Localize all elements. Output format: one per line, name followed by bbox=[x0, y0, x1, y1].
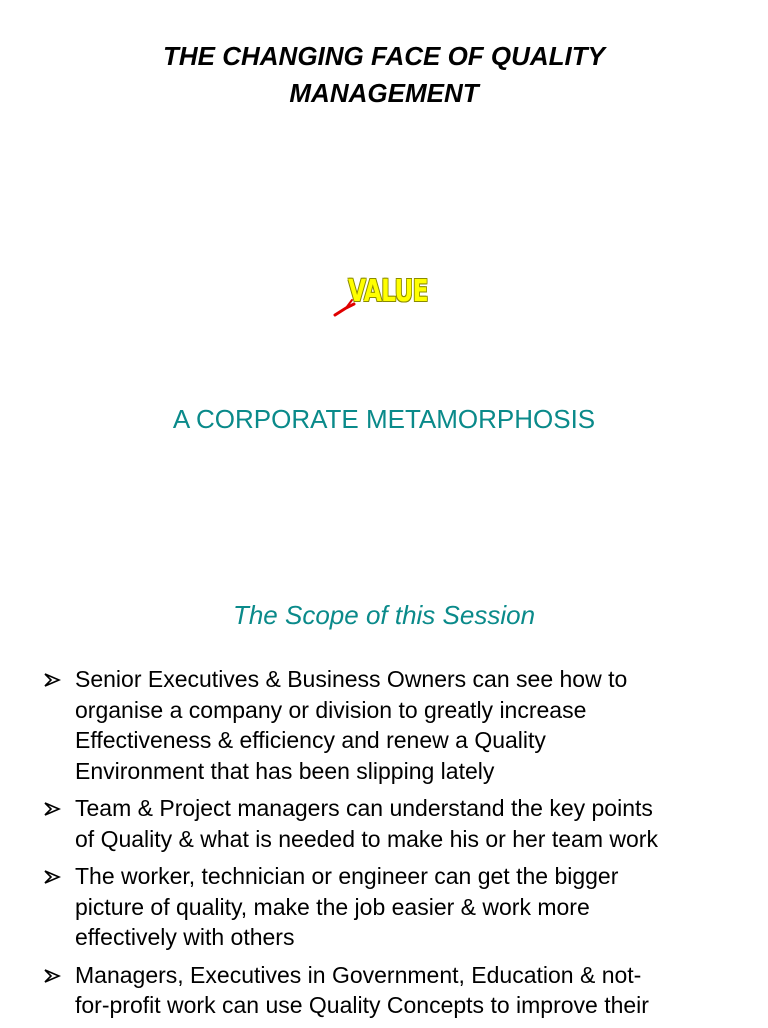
bullet-line: Environment that has been slipping lately bbox=[75, 757, 495, 784]
value-logo bbox=[330, 270, 430, 320]
list-item bbox=[44, 861, 744, 953]
bullet-line: effectively with others bbox=[75, 924, 295, 950]
bullet-line: Effectiveness & efficiency and renew a Quality bbox=[75, 727, 546, 753]
bullet-line: The worker, technician or engineer can get the bigger bbox=[75, 863, 619, 889]
bullet-line: picture of quality, make the job easier & work more bbox=[75, 893, 590, 920]
bullet-line: of Quality & what is needed to make his or her team work bbox=[75, 825, 658, 852]
bullet-line: Senior Executives & Business Owners can see how to bbox=[75, 666, 628, 692]
value-logo-word: VALUE bbox=[348, 274, 428, 309]
page-title bbox=[0, 38, 768, 112]
list-item bbox=[44, 793, 744, 854]
arrowhead-bullet-icon bbox=[44, 969, 61, 983]
arrowhead-bullet-icon bbox=[44, 802, 61, 816]
arrowhead-bullet-icon bbox=[44, 870, 61, 884]
bullet-line: for-profit work can use Quality Concepts to improve their bbox=[75, 992, 649, 1018]
bullet-line: Team & Project managers can understand the key points bbox=[75, 795, 653, 821]
scope-bullet-list bbox=[44, 664, 744, 1028]
bullet-line: Managers, Executives in Government, Education & not- bbox=[75, 961, 642, 988]
session-heading: The Scope of this Session bbox=[232, 600, 536, 630]
list-item bbox=[44, 664, 744, 786]
bullet-line: organise a company or division to greatly increase bbox=[75, 696, 587, 723]
title-line-2: MANAGEMENT bbox=[289, 78, 479, 108]
subtitle: A CORPORATE METAMORPHOSIS bbox=[172, 404, 596, 434]
title-line-1: THE CHANGING FACE OF QUALITY bbox=[163, 41, 605, 71]
arrowhead-bullet-icon bbox=[44, 673, 61, 687]
list-item bbox=[44, 960, 744, 1021]
